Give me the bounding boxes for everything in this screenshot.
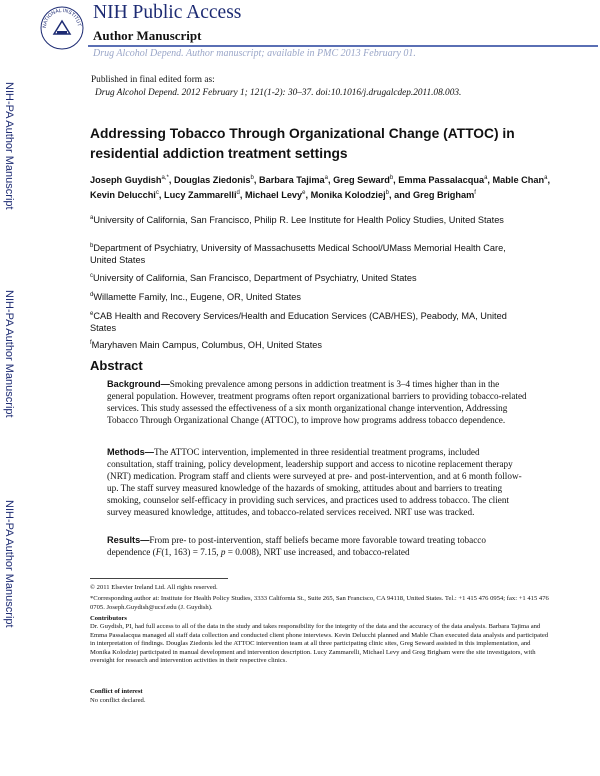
author-name: Emma Passalacqua bbox=[398, 175, 485, 185]
affiliation: $^a$University of California, San Francisco, Philip R. Lee Institute for Health Policy Studies, United States bbox=[90, 215, 504, 225]
nih-public-access-title: NIH Public Access bbox=[93, 2, 242, 23]
abstract-heading: Abstract bbox=[90, 358, 143, 373]
author-affiliation-marker: a bbox=[324, 175, 329, 181]
author-affiliation-marker: e bbox=[302, 189, 306, 196]
abstract-methods: Methods—The ATTOC intervention, implemented in three residential treatment programs, included consultation, staff training, policy development, leadership support and access to nicotine replacement therapy (NRT) medication. Program staff and clients were surveyed at pre- and post-intervention, and at 6 month follow-up. The staff survey measured knowledge of the hazards of smoking, attitudes about and barriers to treating smoking, counselor self-efficacy in providing such services, and practices used to address tobacco. The client survey measured knowledge, attitudes, and tobacco-related services received. NRT use was tracked. bbox=[107, 447, 522, 517]
conflict-heading: Conflict of interest bbox=[90, 688, 143, 695]
affiliation: $^f$Maryhaven Main Campus, Columbus, OH, United States bbox=[90, 340, 322, 350]
author-name: Douglas Ziedonis bbox=[173, 175, 251, 185]
author-name: Mable Chan bbox=[492, 175, 545, 185]
author-name: Michael Levy bbox=[244, 189, 303, 200]
author-manuscript-label: Author Manuscript bbox=[93, 28, 202, 43]
abstract-results: Results—From pre- to post-intervention, staff beliefs became more favorable toward treating tobacco dependence (F(1, 163) = 7.15, p = 0.008), NRT use increased, and tobacco-related bbox=[107, 535, 486, 557]
footnote-divider bbox=[90, 578, 228, 579]
sidebar-label: NIH-PA Author Manuscript bbox=[3, 500, 15, 628]
affiliation: $^b$Department of Psychiatry, University of Massachusetts Medical School/UMass Memorial Health Care, United States bbox=[90, 243, 506, 265]
author-affiliation-marker: a bbox=[484, 175, 488, 181]
header-divider bbox=[88, 45, 598, 47]
author-affiliation-marker: a bbox=[544, 175, 548, 181]
author-name: Barbara Tajima bbox=[258, 175, 325, 185]
author-conjunction: and bbox=[394, 189, 411, 200]
author-name: Lucy Zammarelli bbox=[163, 189, 237, 200]
author-affiliation-marker: a,* bbox=[161, 175, 169, 181]
author-affiliation-marker: b bbox=[250, 175, 254, 181]
seal-text: NATIONAL INSTITUT bbox=[41, 7, 82, 29]
author-affiliation-marker: d bbox=[236, 189, 240, 196]
author-affiliation-marker: b bbox=[389, 175, 394, 181]
copyright-notice: © 2011 Elsevier Ireland Ltd. All rights reserved. bbox=[90, 584, 218, 591]
contributors-text: Dr. Guydish, PI, had full access to all of the data in the study and takes responsibility for the integrity of the data and the accuracy of the data analysis. Barbara Tajima and Emma Passalacqua managed all staff data collection and conducted client phone interviews. Kevin Delucchi planned and Mable Chan executed data analysis and participated in interpretation of findings. Douglas Ziedonis led the ATTOC intervention team at all three participating clinic sites, Greg Seward assisted in this implementation, and Monika Kolodziej participated in manual development and intervention description. Lucy Zammarelli, Michael Levy and Greg Brigham were the site investigators, with oversight for research and intervention activities in their respective clinics. bbox=[90, 623, 549, 665]
corresponding-author: *Corresponding author at: Institute for Health Policy Studies, 3333 California St., Suite 265, San Francisco, CA 94118, United States. Tel.: +1 415 476 0954; fax: +1 415 476 0705. Joseph.Guydish@ucsf.edu (J. Guydish). bbox=[90, 595, 549, 611]
author-affiliation-marker: b bbox=[385, 189, 389, 196]
author-affiliation-marker: f bbox=[474, 189, 476, 196]
sidebar-label: NIH-PA Author Manuscript bbox=[3, 82, 15, 210]
abstract-background: Background—Smoking prevalence among persons in addiction treatment is 3–4 times higher than in the general population. However, treatment programs often report organizational barriers to providing tobacco-related services. This study assessed the effectiveness of a six month organizational change intervention, Addressing Tobacco Through Organizational Change (ATTOC), to improve how programs address tobacco dependence. bbox=[107, 379, 527, 425]
author-name: Monika Kolodziej bbox=[310, 189, 386, 200]
publication-info bbox=[91, 74, 461, 100]
author-list: Joseph Guydish$^{a,*}$, Douglas Ziedonis$^b$, Barbara Tajima$^a$, Greg Seward$^b$, Emma Passalacqua$^a$, Mable Chan$^a$, Kevin Delucchi$^c$, Lucy Zammarelli$^d$, Michael Levy$^e$, Monika Kolodziej$^b$, and Greg Brigham$^f$ bbox=[90, 175, 550, 200]
author-affiliation-marker: c bbox=[155, 189, 159, 196]
contributors-heading: Contributors bbox=[90, 615, 127, 622]
published-in-label: Published in final edited form as: bbox=[91, 75, 215, 85]
affiliation: $^e$CAB Health and Recovery Services/Health and Education Services (CAB/HES), Peabody, MA, United States bbox=[90, 311, 507, 333]
conflict-text: No conflict declared. bbox=[90, 697, 146, 704]
citation: Drug Alcohol Depend. 2012 February 1; 121(1-2): 30–37. doi:10.1016/j.drugalcdep.2011.08.003. bbox=[95, 88, 462, 98]
pmc-availability: Drug Alcohol Depend. Author manuscript; available in PMC 2013 February 01. bbox=[93, 48, 416, 59]
sidebar-label: NIH-PA Author Manuscript bbox=[3, 290, 15, 418]
nih-seal-logo bbox=[40, 6, 84, 50]
affiliation: $^d$Willamette Family, Inc., Eugene, OR, United States bbox=[90, 292, 301, 302]
author-name: Greg Seward bbox=[333, 175, 390, 185]
article-title: Addressing Tobacco Through Organizational Change (ATTOC) in residential addiction treatment settings bbox=[90, 126, 515, 161]
author-name: Kevin Delucchi bbox=[90, 189, 156, 200]
affiliation: $^c$University of California, San Francisco, Department of Psychiatry, United States bbox=[90, 273, 417, 283]
author-name: Greg Brigham bbox=[413, 189, 475, 200]
author-name: Joseph Guydish bbox=[90, 175, 162, 185]
